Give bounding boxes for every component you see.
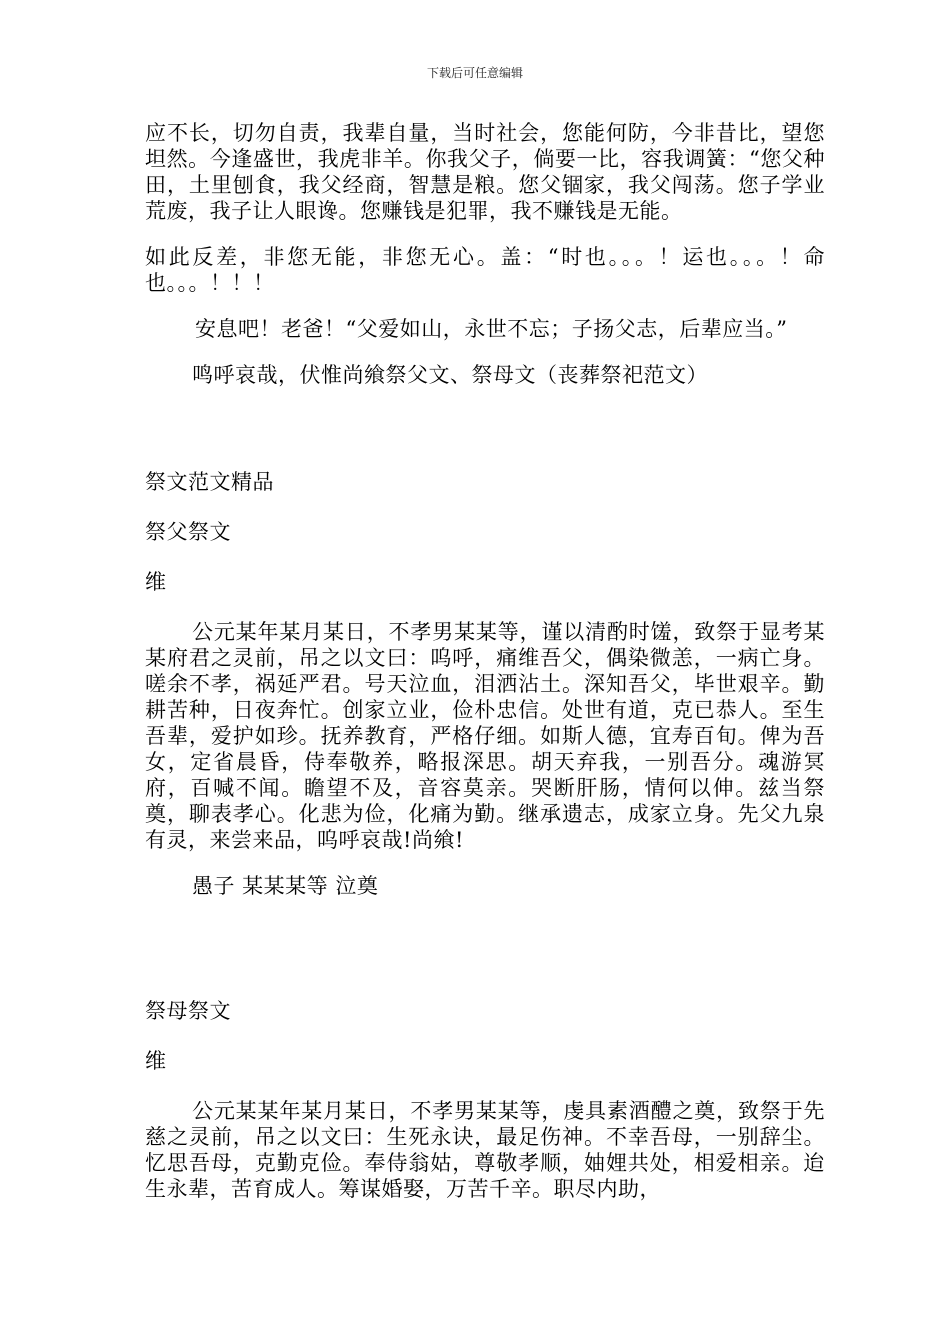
section-heading-father: 祭父祭文 (145, 520, 231, 544)
paragraph-contrast: 如此反差，非您无能，非您无心。盖：“时也。。。！运也。。。！命也。。。！！！ (145, 245, 825, 295)
document-body (145, 120, 825, 1202)
opening-word-father: 维 (145, 570, 167, 594)
section-heading-mother: 祭母祭文 (145, 999, 231, 1023)
page-header: 下载后可任意编辑 (426, 66, 523, 80)
paragraph-mother-eulogy: 公元某某年某月某日，不孝男某某等，虔具素酒醴之奠，致祭于先慈之灵前，吊之以文曰：生死永诀，最足伤神。不幸吾母，一别辞尘。忆思吾母，克勤克俭。奉侍翁姑，尊敬孝顺，妯娌共处，相爱相亲。迨生永辈，苦育成人。筹谋婚娶，万苦千辛。职尽内助， (145, 1099, 825, 1201)
opening-word-mother: 维 (145, 1049, 167, 1073)
paragraph-continuation: 应不长，切勿自责，我辈自量，当时社会，您能何防，今非昔比，望您坦然。今逢盛世，我虎非羊。你我父子，倘要一比，容我调簧：“您父种田，土里刨食，我父经商，智慧是粮。您父锢家，我父闯荡。您子学业荒废，我子让人眼谗。您赚钱是犯罪，我不赚钱是无能。 (145, 121, 825, 223)
paragraph-father-eulogy: 公元某年某月某日，不孝男某某等，谨以清酌时馐，致祭于显考某某府君之灵前，吊之以文曰：呜呼，痛维吾父，偶染微恙，一病亡身。嗟余不孝，祸延严君。号天泣血，泪洒沾土。深知吾父，毕世艰辛。勤耕苦种，日夜奔忙。创家立业，俭朴忠信。处世有道，克已恭人。至生吾辈，爱护如珍。抚养教育，严格仔细。如斯人德，宜寿百旬。俾为吾女，定省晨昏，侍奉敬养，略报深思。胡天弃我，一别吾分。魂游冥府，百喊不闻。瞻望不及，音容莫亲。哭断肝肠，情何以伸。兹当祭奠，聊表孝心。化悲为俭，化痛为勤。继承遗志，成家立身。先父九泉有灵，来尝来品，呜呼哀哉!尚飨! (145, 620, 825, 852)
paragraph-farewell: 安息吧！老爸！“父爱如山，永世不忘；子扬父志，后辈应当。” (195, 317, 788, 341)
paragraph-lament-title: 鸣呼哀哉，伏惟尚飨祭父文、祭母文（丧葬祭祀范文） (192, 363, 708, 387)
section-heading-collection: 祭文范文精品 (145, 470, 274, 494)
signature-line: 愚子 某某某等 泣奠 (192, 874, 379, 898)
